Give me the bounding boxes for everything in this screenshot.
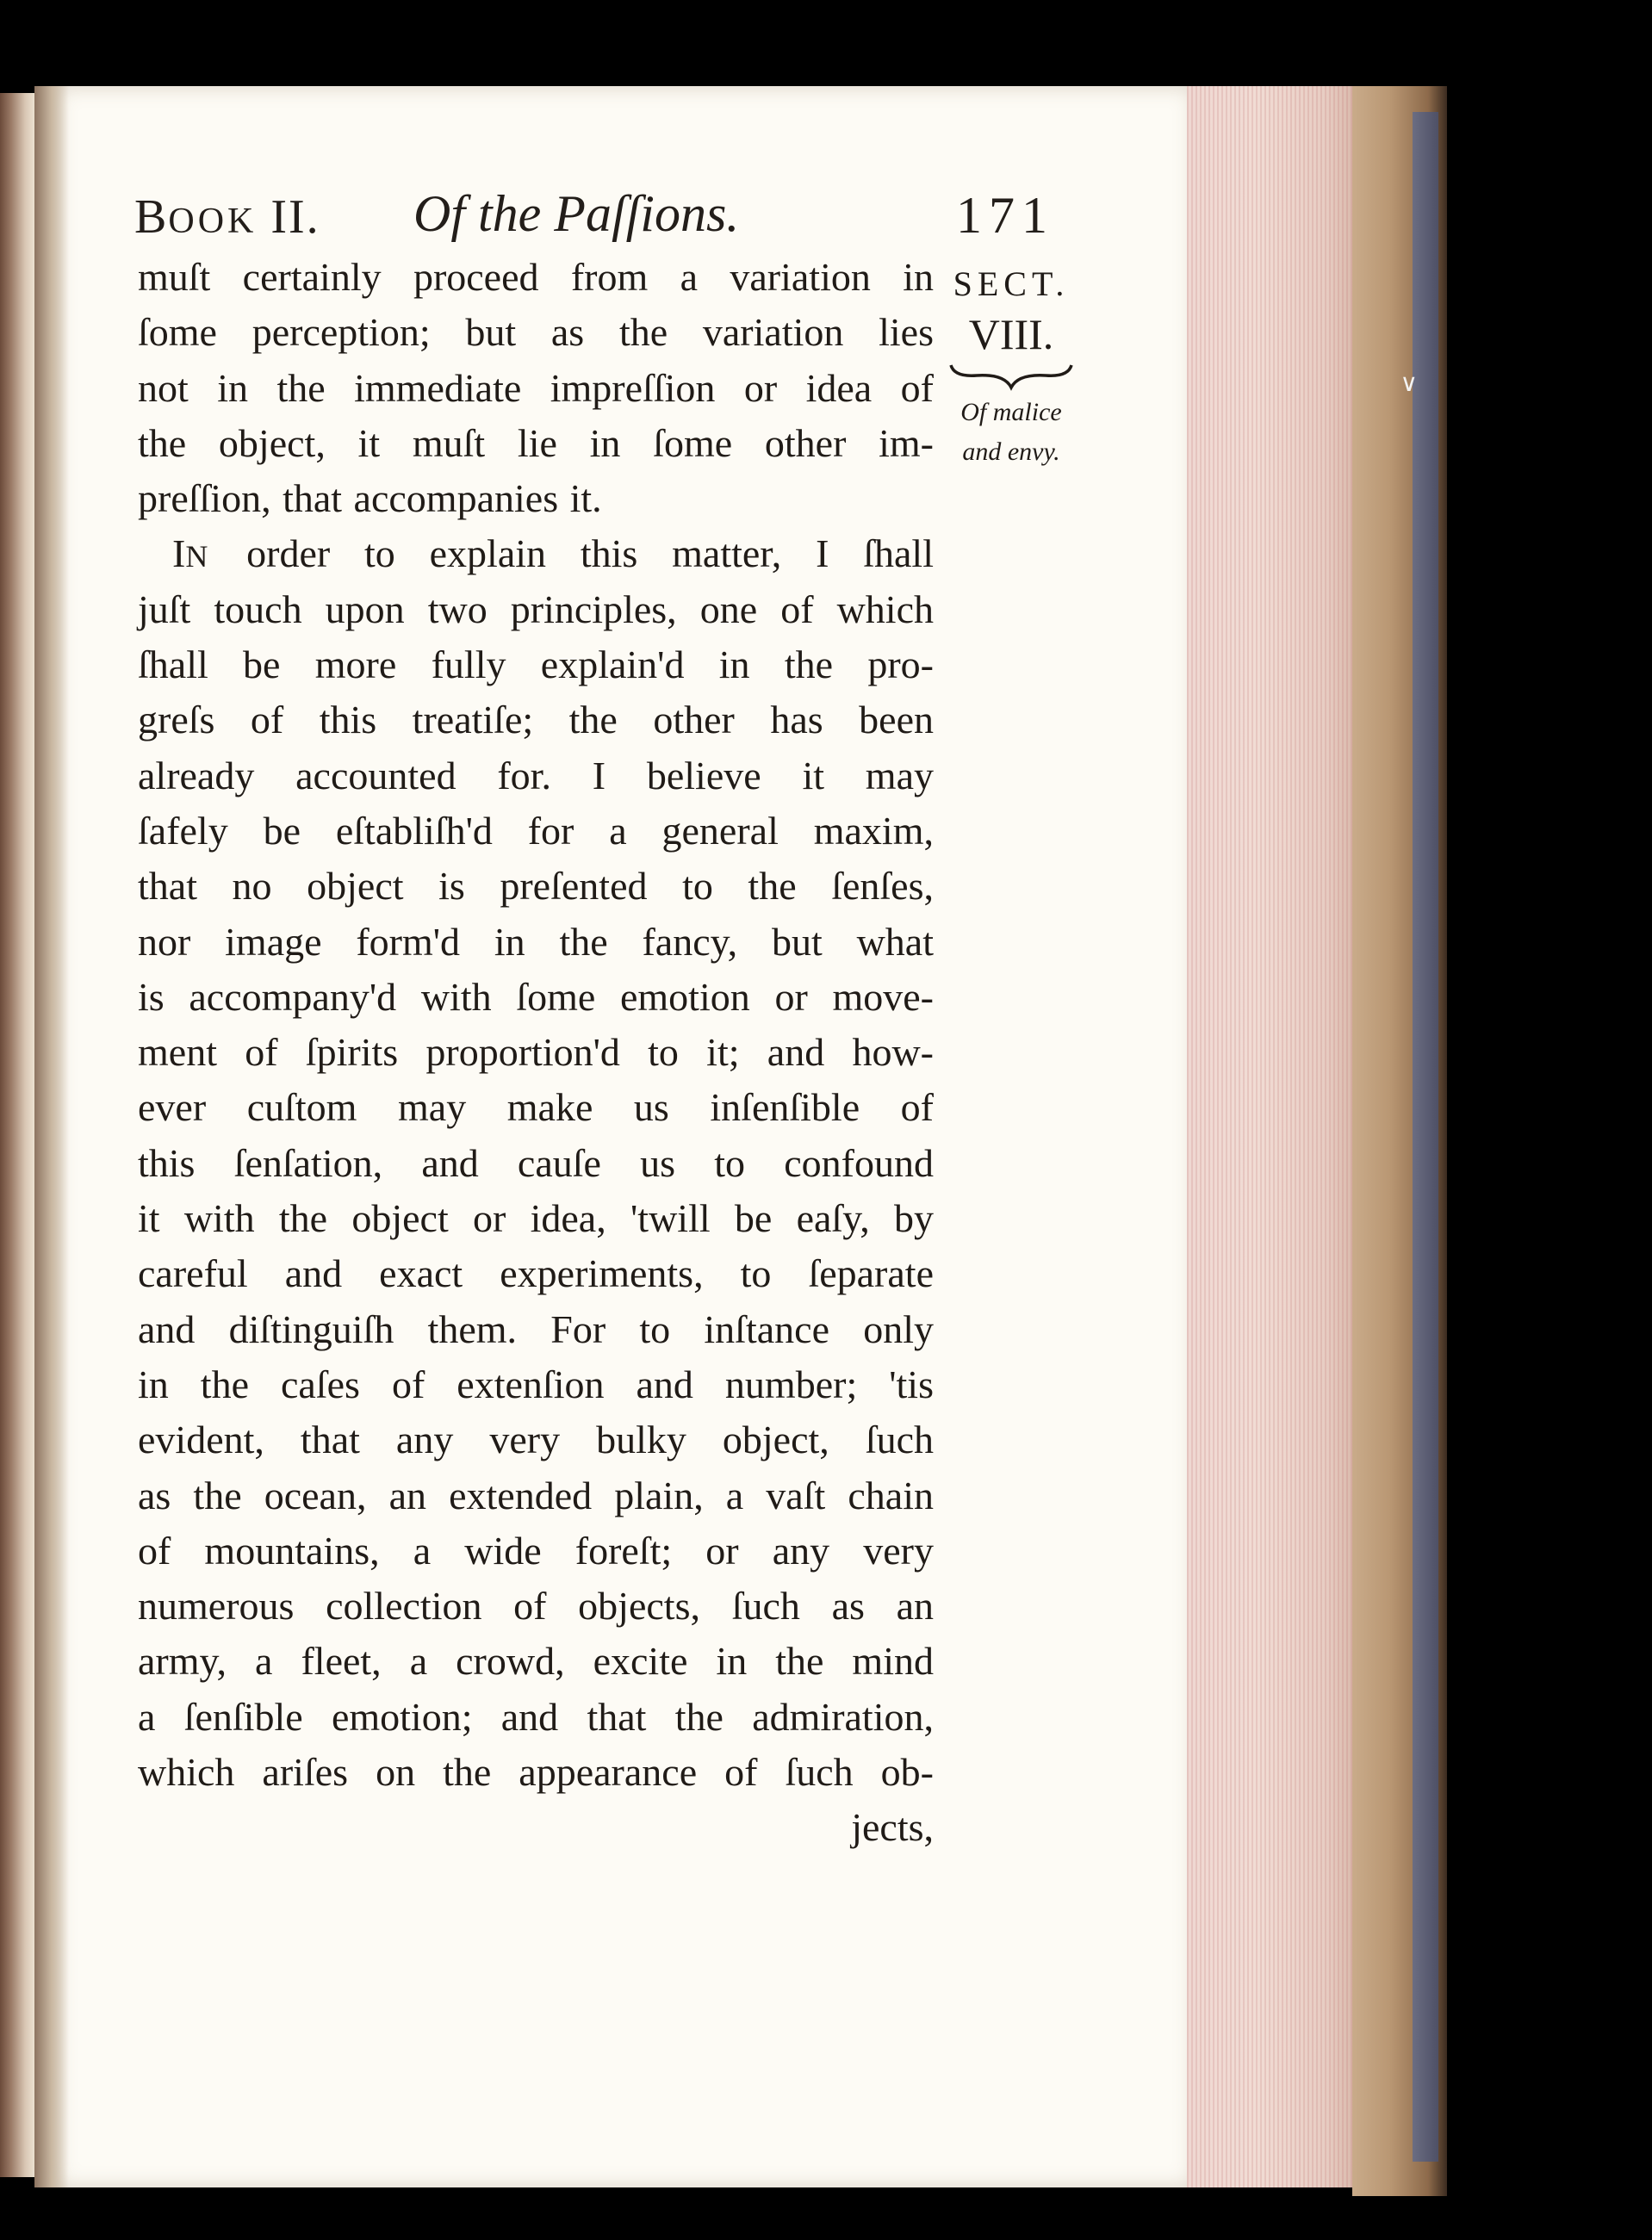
text-line: not in the immediate impreſſion or idea of: [138, 365, 934, 410]
text-line: army, a fleet, a crowd, excite in the mind: [138, 1639, 934, 1684]
running-head-book-number: II.: [257, 190, 320, 244]
margin-note-section-number: VIII.: [968, 310, 1054, 358]
paragraph-smallcaps: N: [185, 539, 213, 574]
text-line: ſhall be more fully explain'd in the pro-: [138, 642, 934, 687]
text-line: ever cuſtom may make us inſenſible of: [138, 1085, 934, 1130]
brace-icon: [925, 358, 1097, 393]
text-line: a ſenſible emotion; and that the admiration,: [138, 1694, 934, 1739]
text-line: ment of ſpirits proportion'd to it; and how-: [138, 1030, 934, 1075]
paragraph-first-line-rest: order to explain this matter, I ſhall: [212, 531, 934, 576]
running-head-book-prefix: B: [134, 190, 169, 244]
body-text: [138, 250, 934, 1856]
catchword: jects,: [851, 1805, 934, 1850]
page-edges: [1187, 86, 1359, 2187]
gutter-shadow: [34, 86, 69, 2187]
text-line: already accounted for. I believe it may: [138, 753, 934, 797]
text-line: of mountains, a wide foreſt; or any very: [138, 1528, 934, 1573]
text-line: nor image form'd in the fancy, but what: [138, 919, 934, 964]
margin-note-section-label: SECT.: [953, 264, 1070, 303]
text-line: careful and exact experiments, to ſeparate: [138, 1251, 934, 1296]
facing-page-edge: [0, 93, 36, 2177]
text-line: it with the object or idea, 'twill be eaſy, by: [138, 1196, 934, 1241]
dust-speck: ∨: [1400, 369, 1418, 397]
running-head: [78, 181, 1068, 250]
text-line: muſt certainly proceed from a variation in: [138, 255, 934, 299]
running-head-book: [134, 189, 320, 245]
text-line: numerous collection of objects, ſuch as an: [138, 1584, 934, 1629]
cover-headband: [1413, 112, 1438, 2162]
paragraph-initial: I: [172, 531, 186, 576]
text-line: this ſenſation, and cauſe us to confound: [138, 1140, 934, 1185]
text-line: and diſtinguiſh them. For to inſtance only: [138, 1306, 934, 1351]
text-line: ſafely be eſtabliſh'd for a general maxim,: [138, 808, 934, 853]
running-head-title: Of the Paſſions.: [413, 185, 740, 242]
text-line: which ariſes on the appearance of ſuch ob-: [138, 1750, 934, 1795]
text-line: the object, it muſt lie in ſome other im-: [138, 420, 934, 465]
text-line: juſt touch upon two principles, one of which: [138, 586, 934, 631]
margin-note-subject-line-1: Of malice: [960, 398, 1062, 426]
text-line: greſs of this treatiſe; the other has been: [138, 698, 934, 742]
text-line: evident, that any very bulky object, ſuch: [138, 1418, 934, 1462]
text-line: is accompany'd with ſome emotion or move-: [138, 974, 934, 1019]
running-head-book-rest: OOK: [168, 202, 258, 241]
text-line: ſome perception; but as the variation lies: [138, 310, 934, 355]
text-line: as the ocean, an extended plain, a vaſt chain: [138, 1473, 934, 1517]
text-line: preſſion, that accompanies it.: [138, 476, 602, 521]
margin-note-subject-line-2: and envy.: [962, 437, 1060, 466]
paragraph-first-line: [138, 526, 934, 581]
text-line: in the caſes of extenſion and number; 'tis: [138, 1362, 934, 1406]
page-number: 171: [956, 187, 1054, 244]
text-line: that no object is preſented to the ſenſes,: [138, 864, 934, 909]
margin-note: [925, 258, 1097, 472]
margin-brace-ornament: [925, 358, 1097, 393]
